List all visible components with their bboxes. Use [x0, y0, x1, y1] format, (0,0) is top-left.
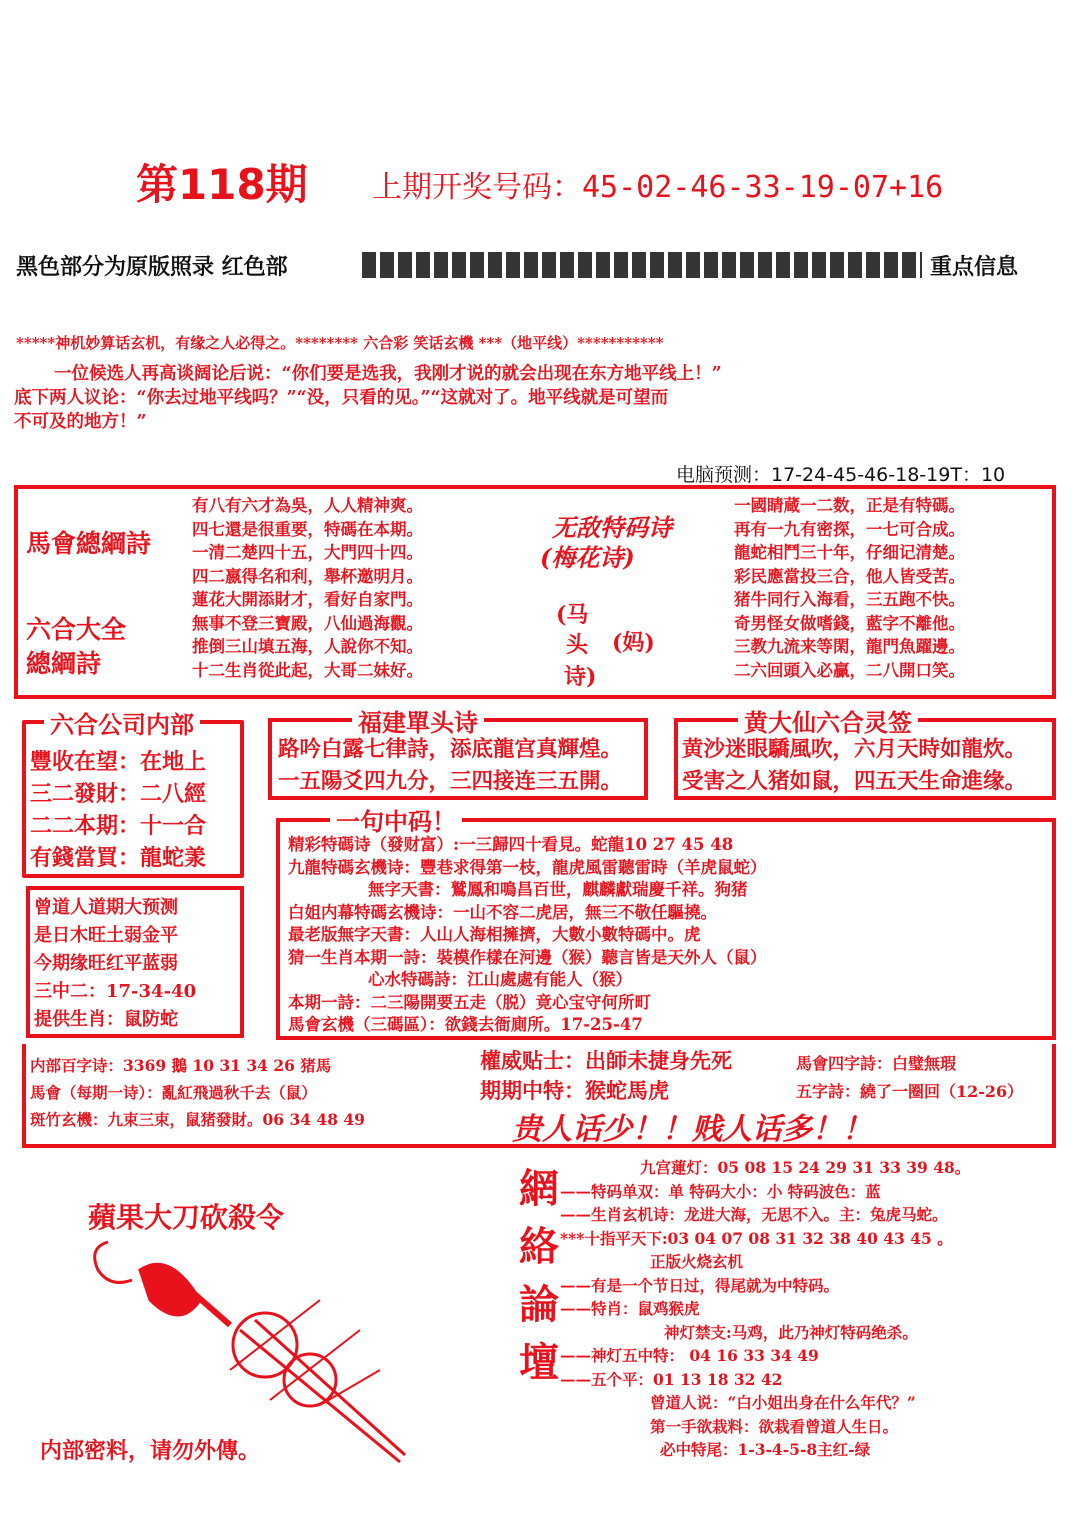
mid-title-2: (梅花诗): [540, 543, 635, 572]
wongtaisin-lines: [682, 734, 1026, 798]
forum-title-char: 論: [519, 1281, 559, 1328]
intro-line: 不可及的地方！”: [14, 412, 147, 432]
mid-title-3c: (妈): [612, 630, 655, 656]
poem-left: [192, 494, 423, 682]
strip-line: 斑竹玄機：九束三束，鼠猪發財。06 34 48 49: [30, 1110, 365, 1129]
poem-line: 有八有六才為吳，人人精神爽。: [192, 496, 423, 515]
forum-title-char: 壇: [519, 1339, 559, 1386]
strip-line: 馬會四字詩：白璧無瑕: [796, 1054, 957, 1073]
strip-line: 内部百字诗：3369 鵝 10 31 34 26 猪馬: [30, 1056, 332, 1075]
computer-prediction: 电脑预测：17-24-45-46-18-19T：10: [676, 464, 1006, 486]
zengdao-line: 三中二：17-34-40: [34, 981, 197, 1002]
yiju-line: 九龍特碼玄機诗：豐巷求得第一枝，龍虎風雷聽雷時（羊虎鼠蛇）: [288, 857, 767, 877]
sword-title: 蘋果大刀砍殺令: [88, 1201, 285, 1234]
strip-line: 馬會（每期一诗）：亂紅飛過秋千去（鼠）: [30, 1083, 317, 1102]
strip-left: [30, 1052, 365, 1133]
forum-line: ——特肖：鼠鸡猴虎: [560, 1299, 700, 1318]
main-title-left: 馬會總綱詩: [26, 529, 152, 558]
yiju-line: 無字天書：鷲鳳和鳴昌百世，麒麟獻瑞慶千祥。狗猪: [368, 880, 748, 899]
last-draw: [372, 162, 943, 206]
intro-line: 一位候选人再高谈阔论后说：“你们要是选我，我刚才说的就会出现在东方地平线上！”: [54, 364, 722, 384]
forum-line: 九宫蓮灯：05 08 15 24 29 31 33 39 48。: [640, 1158, 971, 1177]
redacted-bar: [362, 252, 922, 278]
yiju-title: 一句中码！: [330, 802, 462, 837]
mid-title-3d: 诗): [564, 664, 597, 690]
mid-title-3a: (马: [556, 602, 589, 628]
wongtaisin-title: 黄大仙六合灵签: [738, 703, 918, 738]
forum-line: 正版火烧玄机: [650, 1252, 744, 1271]
strip-line: 期期中特：猴蛇馬虎: [480, 1078, 669, 1103]
fujian-line: 路吟白露七律詩，添底龍宫真輝煌。: [278, 737, 623, 762]
yiju-line: 本期一詩：二三陽開要五走（脱）竟心宝守何所町: [288, 992, 651, 1012]
wongtaisin-line: 受害之人猪如鼠，四五天生命進缘。: [682, 769, 1027, 794]
yiju-line: 馬會玄機（三碼區）：欲錢去衙廁所。17-25-47: [288, 1015, 643, 1034]
forum-line: ——有是一个节日过，得尾就为中特码。: [560, 1275, 840, 1295]
forum-line: ——五个平：01 13 18 32 42: [560, 1369, 783, 1389]
slogan: 贵人话少！！贱人话多！！: [512, 1112, 872, 1147]
company-title: 六合公司内部: [44, 705, 200, 740]
intro-joke: [14, 362, 1064, 434]
intro-banner: *****神机妙算话玄机，有缘之人必得之。******** 六合彩 笑话玄機 ***（地平线）***********: [16, 334, 664, 352]
fujian-lines: [278, 734, 622, 798]
forum-line: 第一手欲栽料：欲栽看曾道人生日。: [650, 1416, 899, 1436]
zengdao-line: 曾道人道期大预测: [34, 897, 178, 918]
yiju-line: 猜一生肖本期一詩：裝模作樣在河邊（猴）聽言皆是天外人（鼠）: [288, 947, 767, 967]
last-draw-numbers: 45-02-46-33-19-07+16: [582, 170, 944, 205]
poem-line: 蓮花大開添財才，看好自家門。: [192, 590, 423, 609]
main-title-left-2b: 總綱詩: [26, 649, 102, 678]
company-line: 三二發財：二八經: [30, 781, 207, 807]
company-line: 有錢當買：龍蛇羕: [30, 845, 207, 871]
poem-line: 一清二楚四十五，大門四十四。: [192, 543, 423, 562]
strip-line: 五字詩：繞了一圈回（12-26）: [796, 1082, 1024, 1101]
strip-right: [796, 1050, 1023, 1106]
yiju-line: 白姐内幕特碼玄機诗：一山不容二虎居，無三不敬任驅撓。: [288, 902, 717, 922]
issue-number: 第118期: [136, 160, 308, 209]
poem-line: 無事不登三寶殿，八仙過海觀。: [192, 613, 423, 633]
forum-line: 神灯禁支:马鸡，此乃神灯特码绝杀。: [664, 1322, 918, 1342]
poem-line: 四七還是很重要，特碼在本期。: [192, 519, 423, 539]
poem-line: 四二嬴得名和利，舉杯邀明月。: [192, 566, 423, 586]
zengdao-line: 今期缘旺红平蓝弱: [34, 953, 178, 974]
poem-line: 二六回頭入必贏，二八開口笑。: [734, 660, 965, 680]
zengdao-line: 是日木旺土弱金平: [34, 925, 178, 946]
sword-footer: 内部密料，请勿外傳。: [40, 1438, 261, 1464]
forum-lines: [560, 1156, 970, 1462]
last-draw-label: 上期开奖号码：: [372, 170, 582, 205]
notice-right: 重点信息: [930, 255, 1019, 280]
fujian-line: 一五陽爻四九分，三四接连三五開。: [278, 769, 623, 794]
poem-line: 一國睛蔵一二数，正是有特碼。: [734, 496, 965, 515]
fujian-title: 福建單头诗: [352, 703, 484, 738]
company-line: 二二本期：十一合: [30, 813, 207, 839]
forum-line: 必中特尾：1-3-4-5-8主红-绿: [660, 1440, 871, 1459]
poem-line: 猪牛同行入海看，三五跑不快。: [734, 590, 965, 609]
mid-title-1: 无敌特码诗: [552, 513, 672, 542]
yiju-line: 精彩特碼诗（發财富）:一三歸四十看見。蛇龍10 27 45 48: [288, 835, 734, 854]
poem-line: 推倒三山填五海，人說你不知。: [192, 637, 423, 656]
forum-line: ——特码单双：单 特码大小：小 特码波色：蓝: [560, 1181, 881, 1201]
notice-left: 黑色部分为原版照录 红色部: [16, 255, 288, 280]
yiju-line: 最老版無字天書：人山人海相擁擠，大數小數特碼中。虎: [288, 925, 701, 944]
company-lines: [30, 746, 206, 874]
zengdao-line: 提供生肖：鼠防蛇: [34, 1009, 178, 1030]
poem-line: 三教九流来等閑，龍門魚躍邊。: [734, 637, 965, 656]
poem-line: 彩民應當投三合，他人皆受苦。: [734, 566, 965, 586]
intro-line: 底下两人议论：“你去过地平线吗？”“没，只看的见。”“这就对了。地平线就是可望而: [14, 388, 669, 408]
forum-line: 曾道人说：“白小姐出身在什么年代？”: [650, 1393, 916, 1412]
company-line: 豐收在望：在地上: [30, 749, 207, 775]
wongtaisin-line: 黄沙迷眼驕風吹，六月天時如龍炊。: [682, 737, 1027, 762]
poem-line: 十二生肖從此起，大哥二妹好。: [192, 660, 423, 680]
forum-line: ——神灯五中特： 04 16 33 34 49: [560, 1346, 819, 1365]
poem-line: 奇男怪女做嗜錢，藍字不離他。: [734, 613, 965, 633]
mid-title-3b: 头: [566, 632, 589, 658]
forum-line: ——生肖玄机诗：龙进大海，无思不入。主：兔虎马蛇。: [560, 1205, 948, 1224]
zengdao-lines: [34, 894, 196, 1034]
forum-title-char: 網: [519, 1165, 559, 1212]
strip-mid: [480, 1046, 732, 1106]
forum-line: ***十指平天下:03 04 07 08 31 32 38 40 43 45 。: [560, 1228, 953, 1248]
main-title-left-2a: 六合大全: [26, 615, 127, 644]
forum-title-char: 絡: [519, 1223, 559, 1270]
forum-title: [514, 1160, 564, 1392]
poem-line: 龍蛇相鬥三十年，仔细记清楚。: [734, 543, 965, 562]
poem-right: [734, 494, 965, 682]
strip-line: 權威贴士：出師未捷身先死: [480, 1048, 732, 1073]
poem-line: 再有一九有密探，一七可合成。: [734, 519, 965, 539]
yiju-line: 心水特碼詩：江山處處有能人（猴）: [368, 970, 632, 989]
yiju-lines: [288, 834, 767, 1037]
